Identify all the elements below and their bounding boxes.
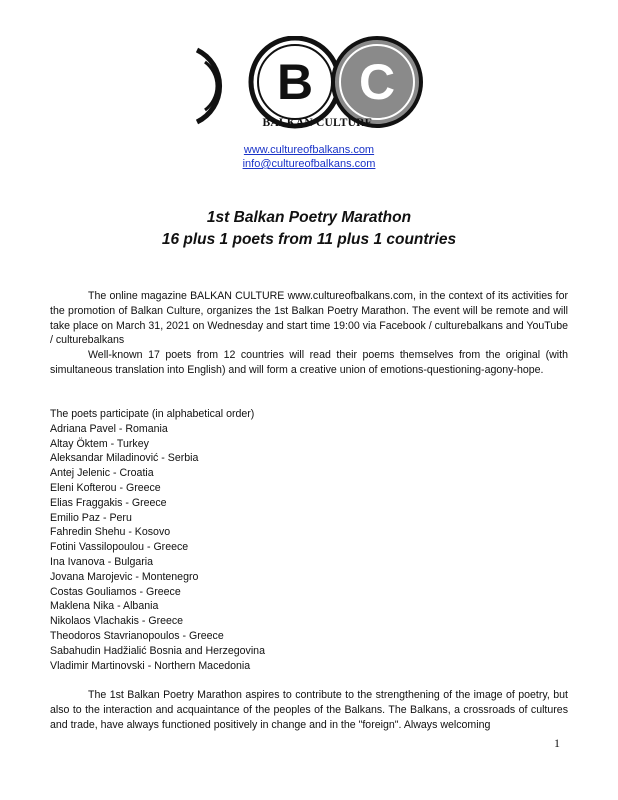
poets-section	[50, 407, 568, 673]
closing-text	[50, 688, 568, 732]
poet-item: Costas Gouliamos - Greece	[50, 585, 181, 598]
intro-text	[50, 289, 568, 378]
poet-item: Theodoros Stavrianopoulos - Greece	[50, 629, 224, 642]
poet-item: Maklena Nika - Albania	[50, 600, 159, 613]
poet-item: Fahredin Shehu - Kosovo	[50, 526, 171, 539]
poet-item: Vladimir Martinovski - Northern Macedonia	[50, 659, 251, 672]
intro-paragraph-1: The online magazine BALKAN CULTURE www.cultureofbalkans.com, in the context of its activities for the promotion of Balkan Culture, organizes the 1st Balkan Poetry Marathon. The event will be remote and will take place on March 31, 2021 on Wednesday and start time 19:00 via Facebook / culturebalkans and YouTube / culturebalkans	[50, 290, 568, 347]
poet-item: Nikolaos Vlachakis - Greece	[50, 615, 184, 628]
poet-item: Ina Ivanova - Bulgaria	[50, 555, 154, 568]
page-number: 1	[554, 736, 560, 750]
poet-item: Fotini Vassilopoulou - Greece	[50, 541, 189, 554]
poet-item: Elias Fraggakis - Greece	[50, 496, 167, 509]
logo-letter-c: C	[358, 54, 396, 110]
poet-item: Antej Jelenic - Croatia	[50, 467, 154, 480]
poet-item: Altay Öktem - Turkey	[50, 437, 149, 450]
poet-item: Sabahudin Hadžialić Bosnia and Herzegovina	[50, 644, 265, 657]
poet-item: Adriana Pavel - Romania	[50, 422, 168, 435]
logo-caption: BALKAN CULTURE	[262, 117, 373, 129]
poets-heading: The poets participate (in alphabetical order)	[50, 408, 255, 420]
poet-item: Aleksandar Miladinović - Serbia	[50, 452, 199, 465]
document-title	[0, 207, 618, 251]
website-link[interactable]: www.cultureofbalkans.com	[243, 144, 375, 156]
title-line-1: 1st Balkan Poetry Marathon	[206, 209, 412, 226]
contact-links	[0, 143, 618, 171]
title-line-2: 16 plus 1 poets from 11 plus 1 countries	[161, 231, 457, 248]
poet-item: Jovana Marojevic - Montenegro	[50, 570, 199, 583]
poet-item: Eleni Kofterou - Greece	[50, 481, 161, 494]
logo-letter-b: B	[276, 54, 314, 110]
intro-paragraph-2: Well-known 17 poets from 12 countries will read their poems themselves from the original (with simultaneous translation into English) and will form a creative union of emotions-questioning-agony-hope.	[50, 349, 568, 376]
email-link[interactable]: info@cultureofbalkans.com	[242, 158, 376, 170]
poet-item: Emilio Paz - Peru	[50, 511, 132, 524]
closing-paragraph-1: The 1st Balkan Poetry Marathon aspires to contribute to the strengthening of the image of poetry, but also to the interaction and acquaintance of the peoples of the Balkans. The Balkans, a crossroads of cultures and trade, have always functioned positively in change and in the "foreign". Always welcoming	[50, 689, 568, 731]
